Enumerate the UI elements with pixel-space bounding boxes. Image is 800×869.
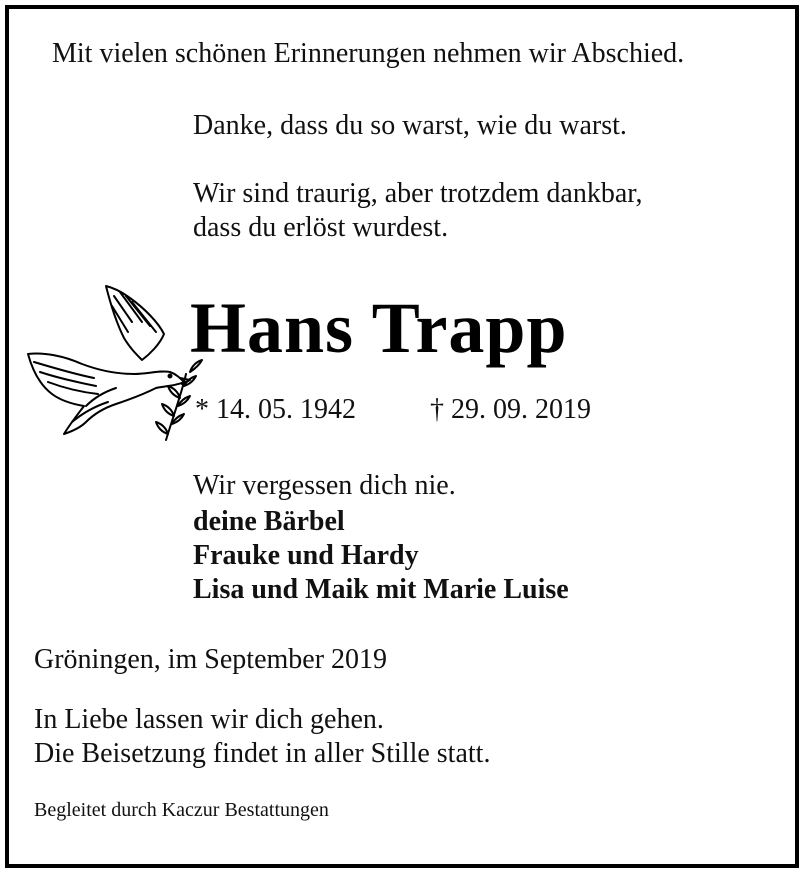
verse-line-2b: dass du erlöst wurdest.: [193, 212, 449, 243]
mourner-1: deine Bärbel: [193, 506, 345, 537]
closing-line: Wir vergessen dich nie.: [193, 470, 456, 501]
deceased-name: Hans Trapp: [190, 288, 568, 368]
verse-line-1: Danke, dass du so warst, wie du warst.: [193, 110, 627, 141]
mourner-2: Frauke und Hardy: [193, 540, 419, 571]
death-date: † 29. 09. 2019: [430, 394, 591, 425]
note-line-2: Die Beisetzung findet in aller Stille statt.: [34, 738, 491, 769]
mourner-3: Lisa und Maik mit Marie Luise: [193, 574, 569, 605]
verse-line-2a: Wir sind traurig, aber trotzdem dankbar,: [193, 178, 643, 209]
undertaker-credit: Begleitet durch Kaczur Bestattungen: [34, 799, 329, 821]
birth-date: * 14. 05. 1942: [195, 394, 356, 425]
note-line-1: In Liebe lassen wir dich gehen.: [34, 704, 384, 735]
dove-icon: [24, 282, 209, 447]
intro-text: Mit vielen schönen Erinnerungen nehmen wir Abschied.: [52, 38, 685, 69]
place-date: Gröningen, im September 2019: [34, 644, 388, 675]
